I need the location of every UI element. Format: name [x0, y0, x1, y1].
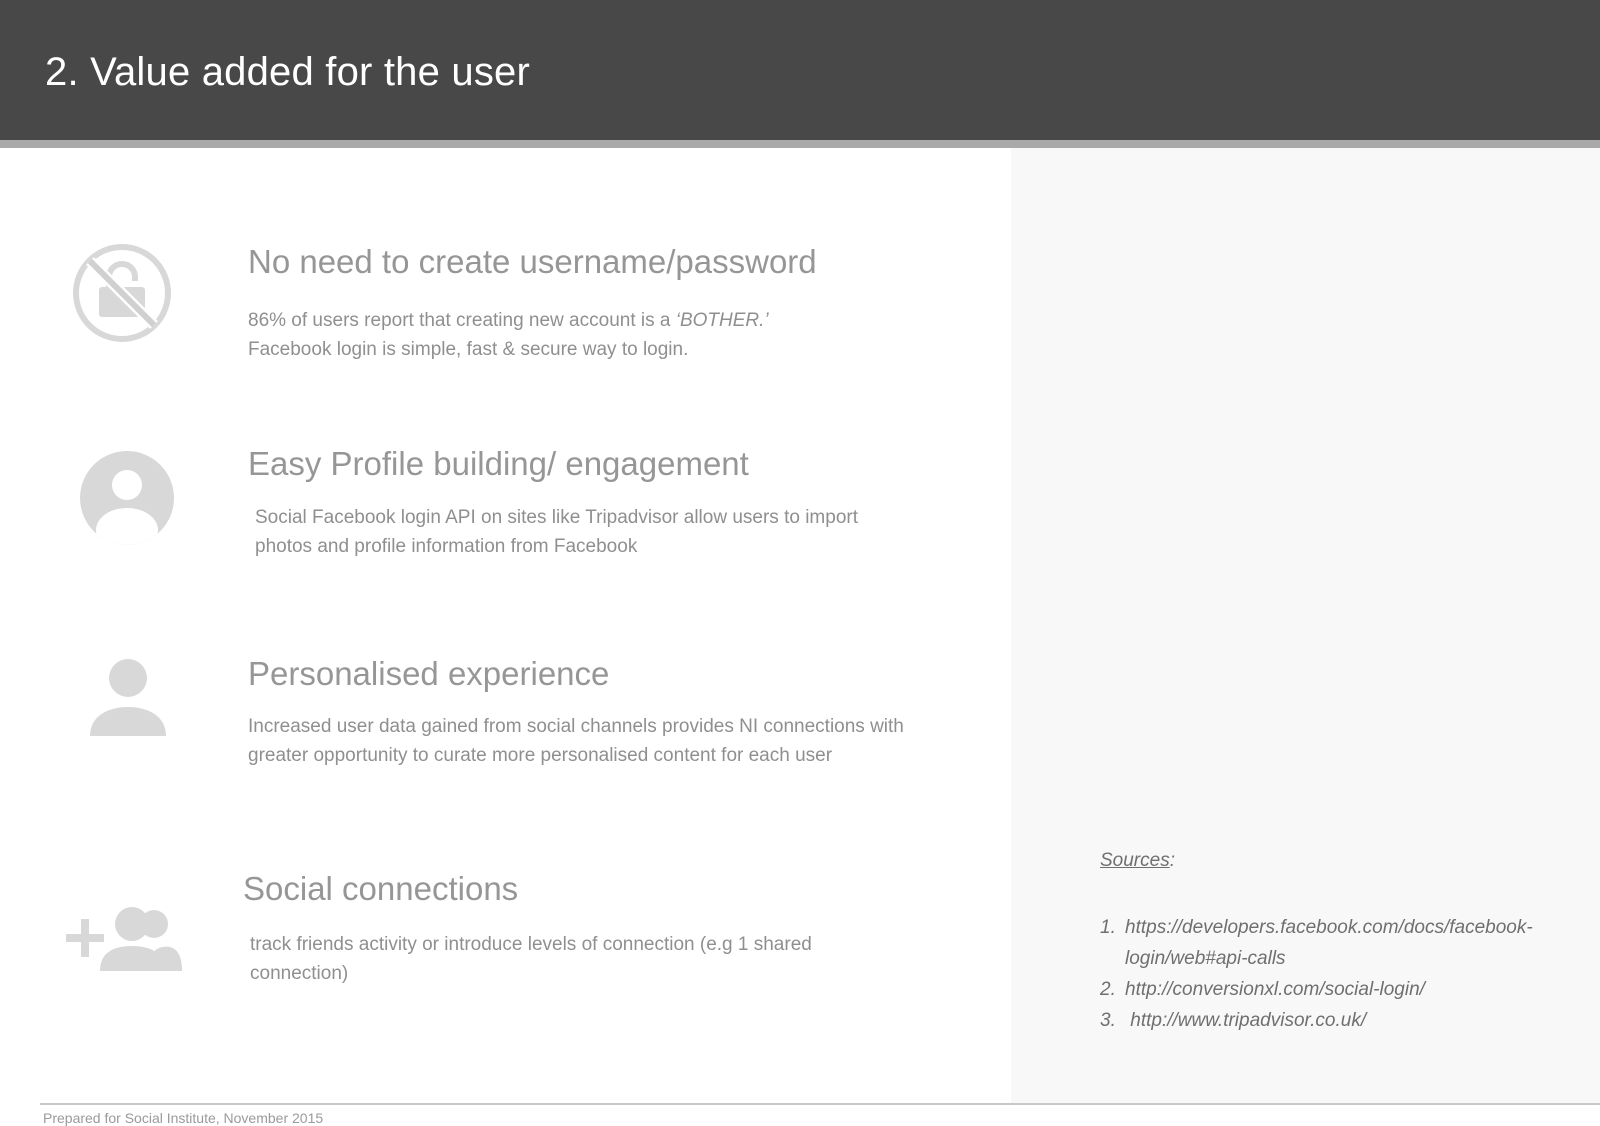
bother-stat-text: 86% of users report that creating new account is a	[248, 310, 676, 331]
source-number: 1.	[1100, 917, 1116, 938]
sources-heading-colon: :	[1169, 850, 1175, 871]
item-body-social: track friends activity or introduce levels of connection (e.g 1 shared connection)	[250, 934, 812, 984]
sources-heading-label: Sources	[1100, 850, 1170, 871]
item-heading-no-password: No need to create username/password	[248, 243, 817, 280]
group-add-icon	[66, 905, 182, 976]
item-heading-profile: Easy Profile building/ engagement	[248, 445, 749, 482]
facebook-login-text: Facebook login is simple, fast & secure way to login.	[248, 339, 689, 360]
footer-divider	[40, 1103, 1600, 1105]
item-heading-personalised: Personalised experience	[248, 655, 610, 692]
header-bar	[0, 0, 1600, 140]
account-circle-icon	[79, 450, 175, 551]
item-heading-social: Social connections	[243, 870, 519, 907]
item-body-personalised: Increased user data gained from social channels provides NI connections with greater opportunity to curate more personalised content for each user	[248, 716, 904, 766]
source-item[interactable]	[1100, 974, 1560, 1005]
footer-text: Prepared for Social Institute, November 2015	[43, 1110, 324, 1126]
source-link[interactable]: https://developers.facebook.com/docs/facebook-login/web#api-calls	[1125, 917, 1533, 969]
item-body-profile: Social Facebook login API on sites like Tripadvisor allow users to import photos and profile information from Facebook	[255, 507, 858, 557]
no-password-icon	[72, 243, 172, 348]
sources-heading	[1100, 850, 1175, 872]
source-item[interactable]	[1100, 912, 1560, 974]
header-divider	[0, 140, 1600, 148]
bother-emphasis: ‘BOTHER.’	[675, 310, 769, 331]
source-number: 2.	[1100, 979, 1116, 1000]
item-body-no-password	[248, 306, 888, 364]
person-icon	[88, 658, 168, 743]
source-link[interactable]: http://conversionxl.com/social-login/	[1125, 979, 1425, 1000]
source-number: 3.	[1100, 1010, 1116, 1031]
source-item[interactable]	[1100, 1005, 1560, 1036]
page-title: 2. Value added for the user	[45, 50, 530, 94]
source-link[interactable]: http://www.tripadvisor.co.uk/	[1125, 1010, 1367, 1031]
sources-list	[1100, 912, 1560, 1036]
